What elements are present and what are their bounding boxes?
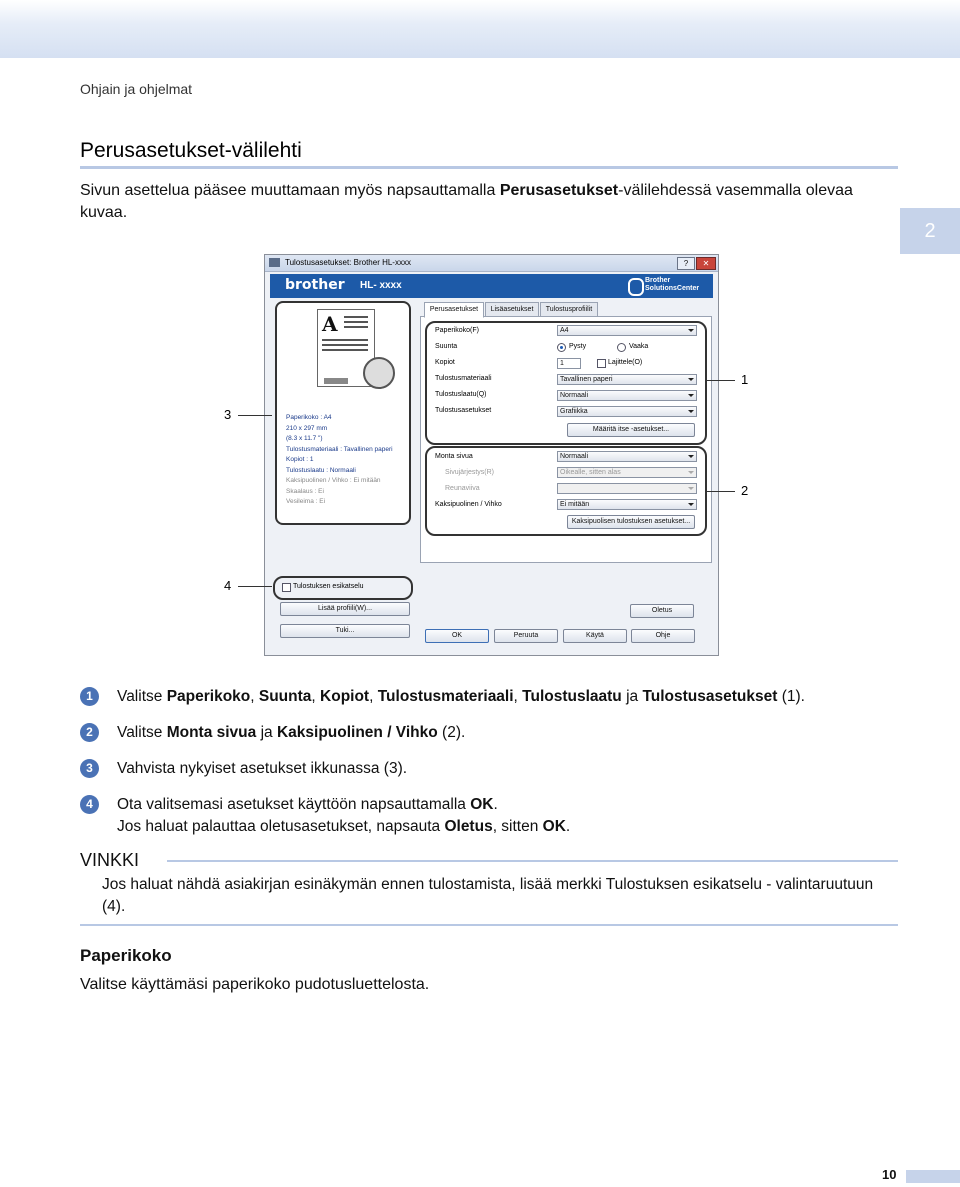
paper-size-label: Paperikoko(F): [435, 327, 479, 334]
copies-spinner[interactable]: 1: [557, 358, 581, 369]
step-text: Ota valitsemasi asetukset käyttöön napsauttamalla OK. Jos haluat palauttaa oletusasetukset, napsauta Oletus, sitten OK.: [117, 796, 571, 835]
title-rule: [80, 166, 898, 169]
paper-size-dropdown[interactable]: A4: [557, 325, 697, 336]
ok-button[interactable]: OK: [425, 629, 489, 643]
dialog-titlebar: [265, 255, 718, 272]
print-settings-dropdown[interactable]: Grafiikka: [557, 406, 697, 417]
duplex-settings-button[interactable]: Kaksipuolisen tulostuksen asetukset...: [567, 515, 695, 529]
collate-checkbox[interactable]: [597, 359, 606, 368]
text-line: [322, 349, 368, 351]
callout-3: 3: [224, 407, 232, 422]
basic-tab-panel: [420, 316, 712, 563]
model-name: HL- xxxx: [360, 280, 402, 291]
landscape-label: Vaaka: [629, 343, 649, 350]
default-button[interactable]: Oletus: [630, 604, 694, 618]
collate-label: Lajittele(O): [608, 359, 643, 366]
step-number: 3: [80, 759, 99, 778]
page-number: 10: [882, 1167, 897, 1182]
cancel-button[interactable]: Peruuta: [494, 629, 558, 643]
preview-letter: A: [322, 312, 338, 336]
chapter-tab: 2: [900, 208, 960, 254]
step-text: Valitse Paperikoko, Suunta, Kopiot, Tulostusmateriaali, Tulostuslaatu ja Tulostusasetukset (1).: [117, 688, 805, 705]
callout-3-line: [238, 415, 272, 416]
callout-4-line: [238, 586, 272, 587]
add-profile-button[interactable]: Lisää profiili(W)...: [280, 602, 410, 616]
step-number: 1: [80, 687, 99, 706]
support-button[interactable]: Tuki...: [280, 624, 410, 638]
orientation-label: Suunta: [435, 343, 458, 350]
step-text: Valitse Monta sivua ja Kaksipuolinen / Vihko (2).: [117, 724, 466, 741]
solutions-center-icon[interactable]: [628, 278, 644, 296]
help-title-button[interactable]: ?: [677, 257, 695, 270]
text-line: [322, 344, 368, 346]
note-rule-bottom: [80, 924, 898, 926]
multipage-label: Monta sivua: [435, 453, 473, 460]
solutions-center-link[interactable]: Brother SolutionsCenter: [645, 277, 700, 292]
media-dropdown[interactable]: Tavallinen paperi: [557, 374, 697, 385]
border-dropdown[interactable]: [557, 483, 697, 494]
note-title: VINKKI: [80, 850, 140, 870]
copies-label: Kopiot: [435, 359, 455, 366]
text-line: [344, 326, 368, 328]
intro-paragraph: Sivun asettelua pääsee muuttamaan myös napsauttamalla Perusasetukset-välilehdessä vasemmalla olevaa kuvaa.: [80, 182, 853, 221]
duplex-label: Kaksipuolinen / Vihko: [435, 501, 502, 508]
print-preview-checkbox[interactable]: [282, 583, 291, 592]
magnifier-icon: [363, 357, 395, 389]
step-number: 2: [80, 723, 99, 742]
close-button[interactable]: ✕: [696, 257, 716, 270]
paper-size-text: Valitse käyttämäsi paperikoko pudotusluettelosta.: [80, 976, 430, 993]
brand-bar: [270, 274, 713, 298]
running-header: Ohjain ja ohjelmat: [80, 81, 193, 97]
border-label: Reunaviiva: [445, 485, 480, 492]
dialog-title: Tulostusasetukset: Brother HL-xxxx: [285, 258, 411, 267]
text-line: [322, 339, 368, 341]
media-label: Tulostusmateriaali: [435, 375, 492, 382]
apply-button[interactable]: Käytä: [563, 629, 627, 643]
page-order-dropdown[interactable]: Oikealle, sitten alas: [557, 467, 697, 478]
paper-size-heading: Paperikoko: [80, 946, 172, 965]
callout-2: 2: [741, 483, 749, 498]
note-rule: [167, 860, 898, 862]
callout-1-line: [707, 380, 735, 381]
callout-2-line: [707, 491, 735, 492]
print-settings-label: Tulostusasetukset: [435, 407, 492, 414]
quality-dropdown[interactable]: Normaali: [557, 390, 697, 401]
multipage-dropdown[interactable]: Normaali: [557, 451, 697, 462]
portrait-radio[interactable]: [557, 343, 566, 352]
portrait-label: Pysty: [569, 343, 587, 350]
print-settings-dialog: [264, 254, 719, 656]
duplex-dropdown[interactable]: Ei mitään: [557, 499, 697, 510]
page-preview[interactable]: [275, 301, 411, 525]
step-number: 4: [80, 795, 99, 814]
text-line: [344, 321, 368, 323]
step-text: Vahvista nykyiset asetukset ikkunassa (3).: [117, 760, 408, 777]
preview-summary: Paperikoko : A4 210 x 297 mm (8.3 x 11.7 ") Tulostusmateriaali : Tavallinen paperi Kopiot : 1 Tulostuslaatu : Normaali Kaksipuolinen / Vihko : Ei mitään Skaalaus : Ei Vesileima : Ei: [286, 414, 393, 505]
tab-advanced[interactable]: Lisäasetukset: [485, 302, 539, 317]
manual-settings-button[interactable]: Määritä itse -asetukset...: [567, 423, 695, 437]
tab-profiles[interactable]: Tulostusprofiilit: [540, 302, 598, 317]
chart-graphic: [324, 378, 348, 384]
page-number-bar: [906, 1170, 960, 1183]
note-text: Jos haluat nähdä asiakirjan esinäkymän ennen tulostamista, lisää merkki Tulostuksen esikatselu - valintaruutuun (4).: [102, 876, 874, 915]
tab-basic[interactable]: Perusasetukset: [424, 302, 484, 318]
quality-label: Tulostuslaatu(Q): [435, 391, 487, 398]
top-band: [0, 0, 960, 58]
callout-1: 1: [741, 372, 749, 387]
print-preview-label: Tulostuksen esikatselu: [293, 583, 364, 590]
callout-4: 4: [224, 578, 232, 593]
brother-logo: brother: [285, 277, 345, 293]
landscape-radio[interactable]: [617, 343, 626, 352]
page-order-label: Sivujärjestys(R): [445, 469, 495, 476]
text-line: [344, 316, 368, 318]
help-button[interactable]: Ohje: [631, 629, 695, 643]
printer-icon: [269, 258, 280, 267]
section-title: Perusasetukset-välilehti: [80, 139, 302, 162]
